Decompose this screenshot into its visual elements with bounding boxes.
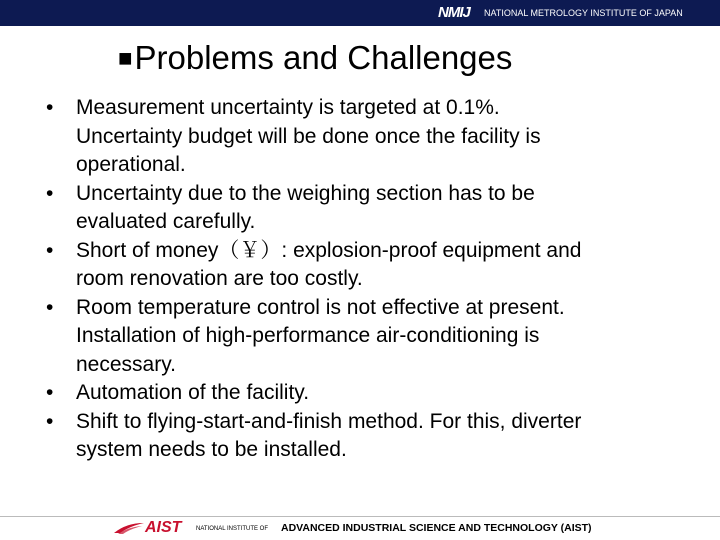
nmij-logo	[438, 4, 470, 22]
nmij-logo-text: NMIJ	[438, 4, 470, 21]
bullet-line: Measurement uncertainty is targeted at 0.1%.	[76, 96, 500, 119]
bullet-line: room renovation are too costly.	[76, 267, 363, 290]
bullet-line: Shift to flying-start-and-finish method. For this, diverter	[76, 409, 582, 433]
footer-institute-name: ADVANCED INDUSTRIAL SCIENCE AND TECHNOLOGY (AIST)	[281, 522, 592, 534]
aist-logo: AIST	[145, 519, 182, 536]
bullet-item	[28, 237, 688, 294]
bullet-line: Room temperature control is not effective at present.	[76, 295, 565, 319]
aist-swoosh-icon	[112, 521, 146, 535]
bullet-line: evaluated carefully.	[76, 210, 256, 233]
footer-institute-prefix: NATIONAL INSTITUTE OF	[196, 526, 269, 532]
bullet-list	[28, 94, 688, 465]
bullet-dot-icon: •	[46, 409, 54, 433]
bullet-item	[28, 94, 688, 180]
footer-divider	[0, 516, 720, 517]
bullet-line: Automation of the facility.	[76, 381, 310, 404]
bullet-item	[28, 180, 688, 237]
bullet-line: necessary.	[76, 352, 176, 376]
bullet-dot-icon: •	[46, 238, 54, 262]
bullet-dot-icon: •	[46, 381, 54, 404]
bullet-dot-icon: •	[46, 295, 54, 319]
institute-name: NATIONAL METROLOGY INSTITUTE OF JAPAN	[484, 8, 683, 18]
bullet-line: operational.	[76, 153, 186, 176]
slide-title-text: Problems and Challenges	[134, 39, 513, 76]
header-bar	[0, 0, 720, 26]
bullet-line: Installation of high-performance air-conditioning is	[76, 324, 540, 347]
bullet-line: Uncertainty budget will be done once the facility is	[76, 124, 541, 148]
bullet-item	[28, 379, 688, 408]
title-square-icon: ■	[118, 45, 133, 72]
bullet-item	[28, 294, 688, 380]
bullet-item	[28, 408, 688, 465]
bullet-line: Uncertainty due to the weighing section has to be	[76, 181, 535, 205]
bullet-dot-icon: •	[46, 181, 54, 205]
bullet-dot-icon: •	[46, 96, 54, 119]
slide-title	[118, 38, 512, 79]
bullet-line: system needs to be installed.	[76, 438, 347, 461]
bullet-line: Short of money（￥）: explosion-proof equipment and	[76, 238, 582, 262]
